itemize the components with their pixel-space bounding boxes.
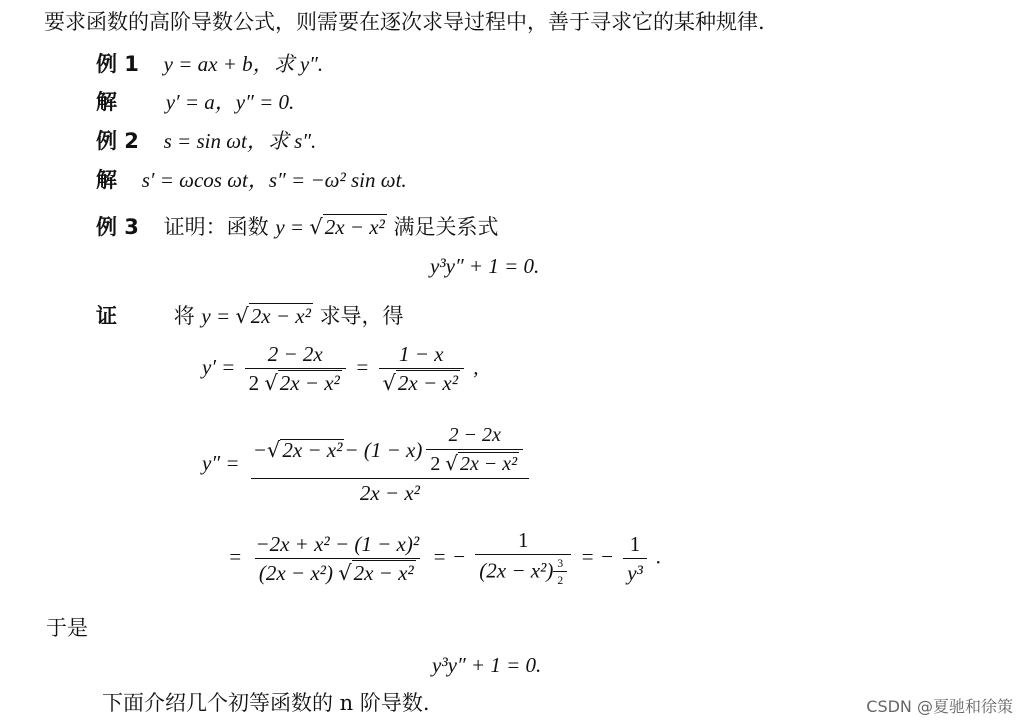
example-2 xyxy=(96,131,316,152)
derivative-1-lhs: y′ = xyxy=(202,354,236,379)
derivative-3-line: = $\frac{\text{−2x + x² − (1 − x)²}}{\text{(2x − x²) √2x − x²}}$ = − 1 (2x − x²) $\frac{3}{2}$ = − $\frac{1}{\text{y³}}$ . xyxy=(228,528,662,587)
radicand: 2x − x² xyxy=(324,215,385,239)
fraction-2: $\frac{1 - x}{\text{√2x − x²}}$ xyxy=(379,344,465,394)
numerator-radicand: 2x − x² xyxy=(282,438,343,463)
numerator-minus: − xyxy=(252,437,267,462)
solution-2-label: 解 xyxy=(96,168,117,192)
exponent-fraction xyxy=(553,559,567,587)
fraction-4 xyxy=(475,530,571,587)
mid-sign: = − xyxy=(432,544,466,569)
example-2-text: s = sin ωt，求 s″. xyxy=(163,129,317,153)
eq-minus: = − xyxy=(580,544,614,569)
fraction-1-radicand: 2x − x² xyxy=(279,371,340,395)
derivative-1-comma: , xyxy=(473,354,479,379)
example-3-label: 例 3 xyxy=(96,215,139,239)
fraction-1-coef: 2 xyxy=(248,371,260,395)
solution-1-label: 解 xyxy=(96,90,117,114)
derivative-2-line xyxy=(202,426,535,504)
proof-label: 证 xyxy=(96,304,117,328)
proof-radicand: 2x − x² xyxy=(250,304,311,328)
closing-text: 下面介绍几个初等函数的 n 阶导数. xyxy=(102,691,430,715)
fraction-2-numerator: 1 − x xyxy=(399,342,444,366)
example-1-text: y = ax + b，求 y″. xyxy=(163,52,324,76)
numerator-term: − (1 − x) xyxy=(344,437,423,462)
inner-radicand: 2x − x² xyxy=(460,452,518,475)
inner-fraction: $\frac{2 - 2x}{\text{2 √ 2x − x²}}$ xyxy=(426,426,523,475)
solution-1 xyxy=(96,92,294,113)
fraction-3-numerator: −2x + x² − (1 − x)² xyxy=(255,531,420,556)
solution-1-text: y′ = a，y″ = 0. xyxy=(165,90,295,114)
fraction-1: $\frac{2 - 2x}{\text{2 √2x − x²}}$ xyxy=(245,344,346,394)
fraction-5-numerator: 1 xyxy=(629,531,641,556)
fraction-3-den-a: (2x − x²) xyxy=(258,560,333,585)
big-denominator: 2x − x² xyxy=(251,478,529,504)
derivative-2-lhs: y″ = xyxy=(202,450,240,475)
exp-den: 2 xyxy=(553,571,567,588)
example-3: 例 3 证明：函数 y = √2x − x² 满足关系式 xyxy=(96,215,499,239)
example-3-equation: y³y″ + 1 = 0. xyxy=(430,254,540,278)
final-period: . xyxy=(656,544,662,569)
proof: 证 将 y = √2x − x² 求导，得 xyxy=(96,304,404,328)
fraction-2-radicand: 2x − x² xyxy=(397,371,459,395)
example-3-pre: 证明：函数 xyxy=(163,215,269,239)
example-3-mid: 满足关系式 xyxy=(393,215,499,239)
fraction-3-radicand: 2x − x² xyxy=(353,560,414,585)
watermark: CSDN @夏驰和徐策 xyxy=(866,697,1013,716)
derivative-1-line: y′ = $\frac{2 - 2x}{\text{2 √2x − x²}}$ = $\frac{1 - x}{\text{√2x − x²}}$ , xyxy=(202,342,479,395)
solution-2-text: s′ = ωcos ωt，s″ = −ω² sin ωt. xyxy=(141,168,407,192)
fraction-4-numerator: 1 xyxy=(517,528,529,552)
conclusion-equation: y³y″ + 1 = 0. xyxy=(432,653,542,677)
inner-numerator: 2 − 2x xyxy=(448,424,501,446)
solution-2 xyxy=(96,170,407,191)
big-fraction: − √ 2x − x² − (1 − x) $\frac{2 - 2x}{\text{2 √ 2x − x²}}$ 2x − x² xyxy=(249,426,531,504)
intro-text: 要求函数的高阶导数公式，则需要在逐次求导过程中，善于寻求它的某种规律. xyxy=(44,10,765,34)
proof-post: 求导，得 xyxy=(319,304,404,328)
example-2-label: 例 2 xyxy=(96,129,139,153)
inner-coef: 2 xyxy=(430,452,441,475)
fraction-5 xyxy=(623,531,647,585)
fraction-4-den: (2x − x²) xyxy=(479,558,554,583)
fraction-3: $\frac{\text{−2x + x² − (1 − x)²}}{\text{(2x − x²) √2x − x²}}$ xyxy=(251,534,423,584)
example-1-label: 例 1 xyxy=(96,52,139,76)
proof-pre: 将 xyxy=(173,304,195,328)
conclusion-label: 于是 xyxy=(46,616,88,640)
fraction-5-den: y³ xyxy=(623,558,647,584)
example-1 xyxy=(96,54,323,75)
exp-num: 3 xyxy=(557,558,564,570)
fraction-1-numerator: 2 − 2x xyxy=(267,342,323,366)
